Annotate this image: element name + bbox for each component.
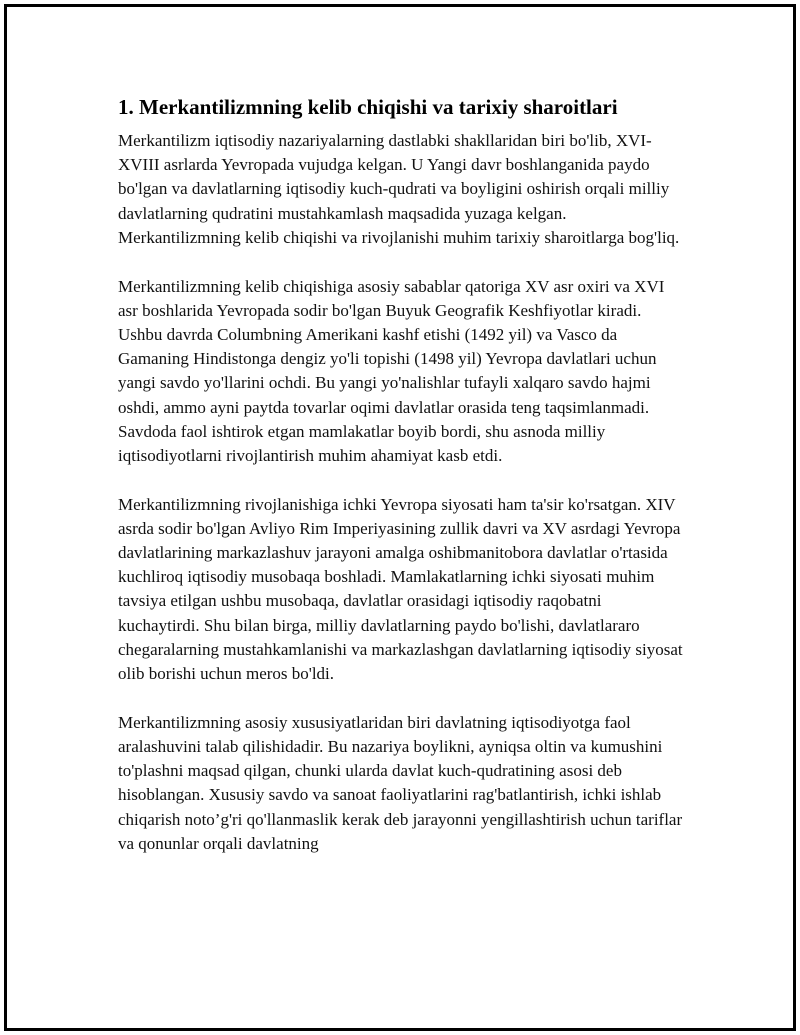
paragraph-internal-politics: Merkantilizmning rivojlanishiga ichki Yevropa siyosati ham ta'sir ko'rsatgan. XIV asrda sodir bo'lgan Avliyo Rim Imperiyasining zullik davri va XV asrdagi Yevropa davlatlarining markazlashuv jarayoni amalga oshibmanitobora davlatlar o'rtasida kuchliroq iqtisodiy musobaqa boshladi. Mamlakatlarning ichki siyosati muhim tavsiya etilgan ushbu musobaqa, davlatlar orasidagi iqtisodiy raqobatni kuchaytirdi. Shu bilan birga, milliy davlatlarning paydo bo'lishi, davlatlararo chegaralarning mustahkamlanishi va markazlashgan davlatlarning iqtisodiy siyosat olib borishi uchun meros bo'ldi. (118, 494, 683, 684)
section-heading: 1. Merkantilizmning kelib chiqishi va tarixiy sharoitlari (118, 95, 618, 119)
paragraph-main-features: Merkantilizmning asosiy xususiyatlaridan biri davlatning iqtisodiyotga faol aralashuvini talab qilishidadir. Bu nazariya boylikni, ayniqsa oltin va kumushini to'plashni maqsad qilgan, chunki ularda davlat kuch-qudratining asosi deb hisoblangan. Xususiy savdo va sanoat faoliyatlarini rag'batlantirish, ichki ishlab chiqarish noto’g'ri qo'llanmaslik kerak deb jarayonni yengillashtirish uchun tariflar va qonunlar orqali davlatning (118, 712, 683, 853)
paragraph-geographic-discoveries: Merkantilizmning kelib chiqishiga asosiy sabablar qatoriga XV asr oxiri va XVI asr boshlarida Yevropada sodir bo'lgan Buyuk Geografik Keshfiyotlar kiradi. Ushbu davrda Columbning Amerikani kashf etishi (1492 yil) va Vasco da Gamaning Hindistonga dengiz yo'li topishi (1498 yil) Yevropa davlatlari uchun yangi savdo yo'llarini ochdi. Bu yangi yo'nalishlar tufayli xalqaro savdo hajmi oshdi, ammo ayni paytda tovarlar oqimi davlatlar orasida teng taqsimlanmadi. Savdoda faol ishtirok etgan mamlakatlar boyib bordi, shu asnoda milliy iqtisodiyotlarni rivojlantirish muhim ahamiyat kasb etdi. (118, 276, 665, 465)
paragraph-origins: Merkantilizm iqtisodiy nazariyalarning dastlabki shakllaridan biri bo'lib, XVI-XVIII asrlarda Yevropada vujudga kelgan. U Yangi davr boshlanganida paydo bo'lgan va davlatlarning iqtisodiy kuch-qudrati va boyligini oshirish orqali milliy davlatlarning qudratini mustahkamlash maqsadida yuzaga kelgan. Merkantilizmning kelib chiqishi va rivojlanishi muhim tarixiy sharoitlarga bog'liq. (118, 131, 680, 247)
document-body (118, 93, 684, 880)
